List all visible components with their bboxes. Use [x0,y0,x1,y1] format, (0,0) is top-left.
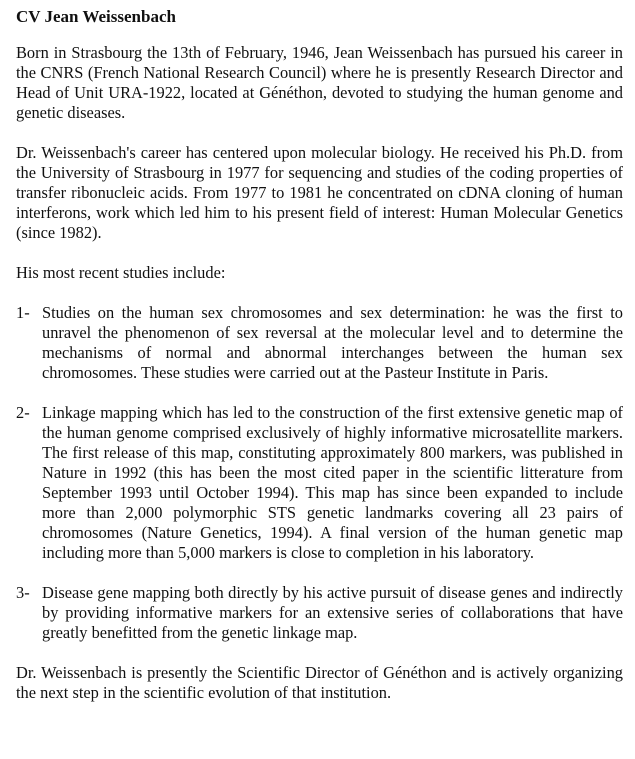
career-paragraph: Dr. Weissenbach's career has centered upon molecular biology. He received his Ph.D. from the University of Strasbourg in 1977 for sequencing and studies of the coding properties of transfer ribonucleic acids. From 1977 to 1981 he concentrated on cDNA cloning of human interferons, work which led him to his present field of interest: Human Molecular Genetics (since 1982). [16,143,623,242]
biography-paragraph: Born in Strasbourg the 13th of February, 1946, Jean Weissenbach has pursued his career in the CNRS (French National Research Council) where he is presently Research Director and Head of Unit URA-1922, located at Généthon, devoted to studying the human genome and genetic diseases. [16,43,623,122]
study-text: Disease gene mapping both directly by his active pursuit of disease genes and indirectly by providing informative markers for an extensive series of collaborations that have greatly benefitted from the genetic linkage map. [42,583,623,642]
study-item-2 [16,403,623,563]
study-item-3 [16,583,623,643]
closing-paragraph: Dr. Weissenbach is presently the Scientific Director of Généthon and is actively organizing the next step in the scientific evolution of that institution. [16,663,623,702]
study-number: 1- [16,303,30,322]
study-text: Linkage mapping which has led to the construction of the first extensive genetic map of the human genome comprised exclusively of highly informative microsatellite markers. The first release of this map, constituting approximately 800 markers, was published in Nature in 1992 (this has been the most cited paper in the scientific litterature from September 1993 until October 1994). This map has since been expanded to include more than 2,000 polymorphic STS genetic landmarks covering all 23 pairs of chromosomes (Nature Genetics, 1994). A final version of the human genetic map including more than 5,000 markers is close to completion in his laboratory. [42,403,623,562]
study-number: 2- [16,403,30,422]
study-item-1 [16,303,623,383]
studies-intro: His most recent studies include: [16,263,226,282]
study-text: Studies on the human sex chromosomes and sex determination: he was the first to unravel the phenomenon of sex reversal at the molecular level and to determine the mechanisms of normal and abnormal interchanges between the human sex chromosomes. These studies were carried out at the Pasteur Institute in Paris. [42,303,623,382]
study-number: 3- [16,583,30,602]
document-title: CV Jean Weissenbach [16,7,176,26]
